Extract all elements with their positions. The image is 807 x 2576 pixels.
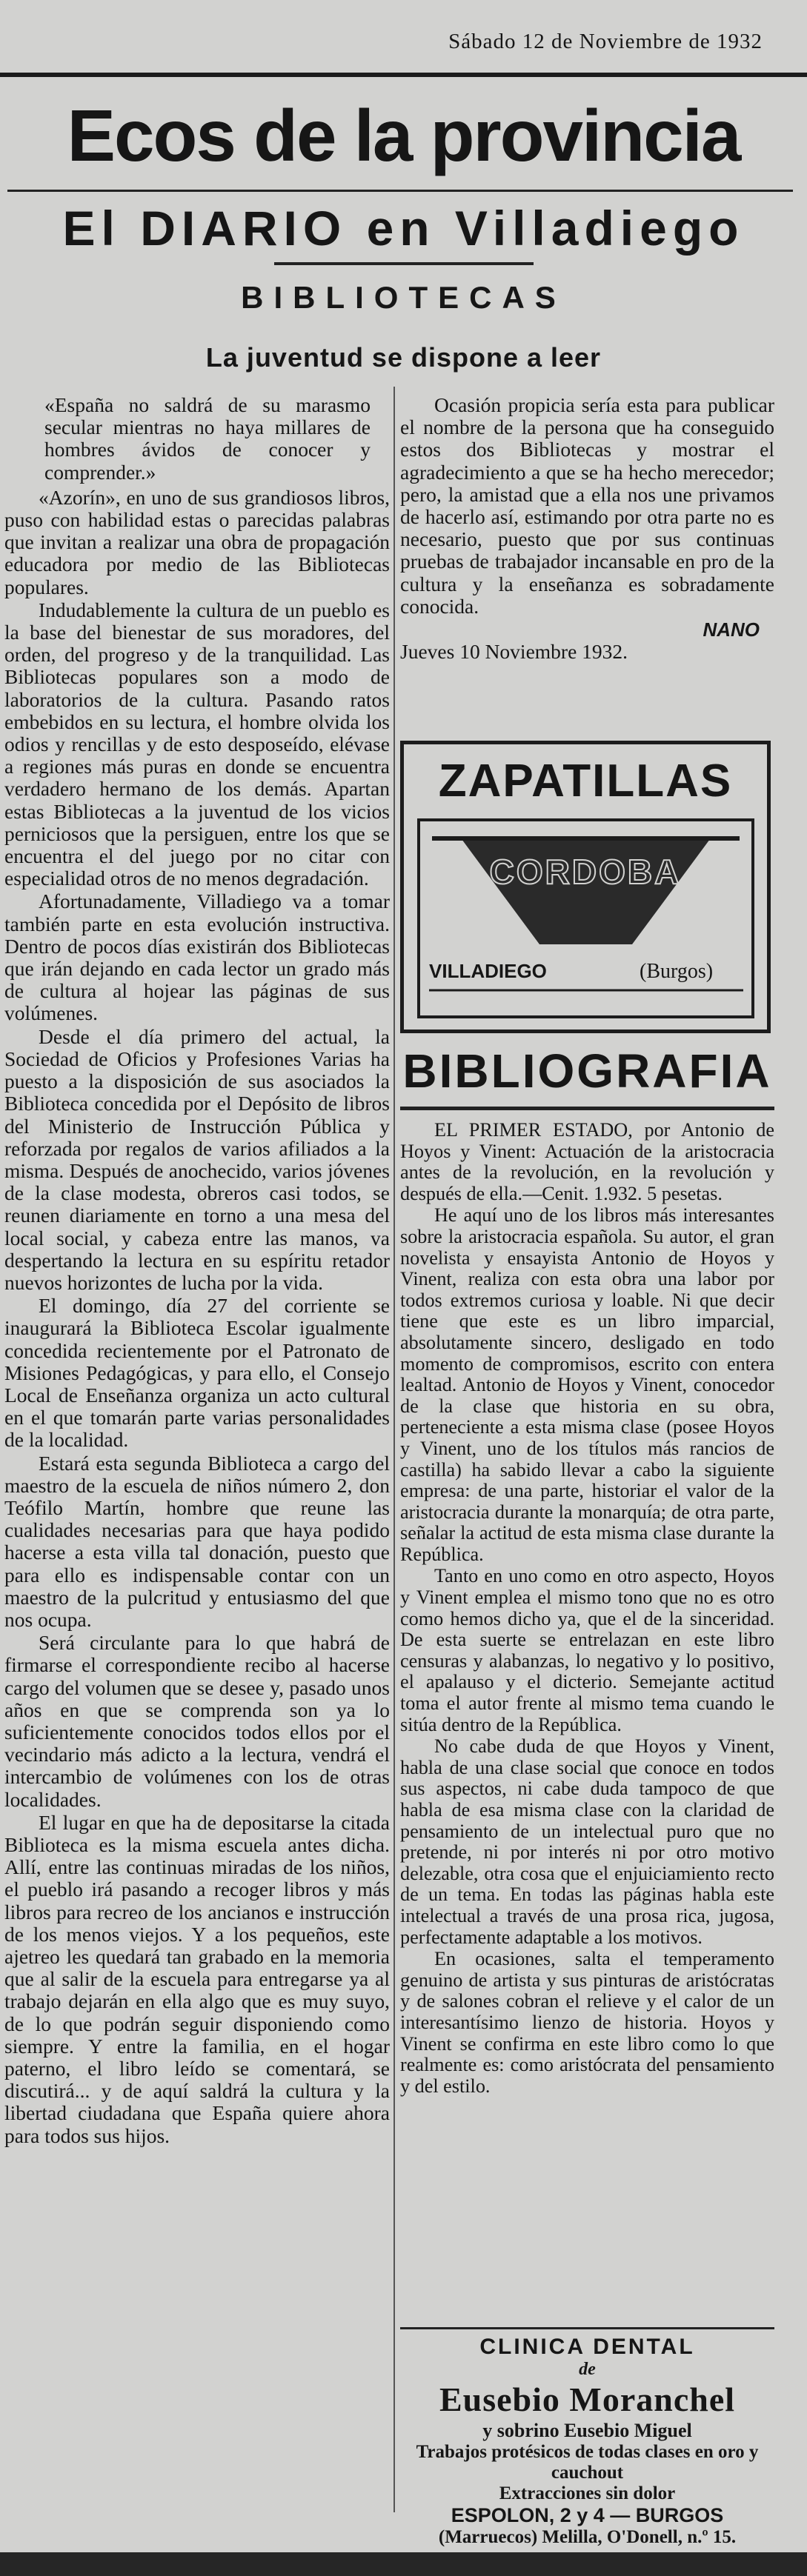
dental-ad-heading: CLINICA DENTAL (479, 2335, 695, 2359)
dental-ad-partner: y sobrino Eusebio Miguel (482, 2420, 692, 2441)
article-column-right (400, 394, 774, 664)
dental-advertisement (400, 2335, 774, 2548)
dental-ad-extractions: Extracciones sin dolor (499, 2483, 676, 2503)
author-signature: NANO (703, 618, 760, 641)
article-column-left (4, 394, 390, 2148)
review-paragraph: He aquí uno de los libros más interesantes sobre la aristocracia española. Su autor, el gran novelista y ensayista Antonio de Hoyos y Vinent, realiza con esta obra una labor por todos extremos curiosa y loable. Ni que decir tiene que este es un libro imparcial, absolutamente sincero, desligado en todo momento de compromisos, escrito con entera lealtad. Antonio de Hoyos y Vinent, conocedor de la clase que historia en su obra, perteneciente a esta misma clase (posee Hoyos y Vinent, uno de los títulos más rancios de castilla) ha sabido llevar a cabo la siguiente empresa: de una parte, historiar el valor de la aristocracia durante la monarquía; de otra parte, señalar la actitud de esta misma clase durante la República. (400, 1204, 774, 1565)
article-paragraph: Estará esta segunda Biblioteca a cargo del maestro de la escuela de niños número 2, don Teófilo Martín, hombre que reune las cualidades necesarias para que haya podido hacerse a esta villa tal donación, puesto que para ello es indispensable contar con un maestro de la pulcritud y entusiasmo del que nos ocupa. (4, 1451, 390, 1631)
epigraph: «España no saldrá de su marasmo secular mientras no haya millares de hombres ávidos de conocer y comprender.» (44, 393, 371, 484)
review-paragraph: No cabe duda de que Hoyos y Vinent, habla de una clase social que conoce en todos sus aspectos, ni cabe duda tampoco de que habla de esa misma clase con la claridad de pensamiento de un intelectual puro que no pretende, ni por interés ni por otro motivo delezable, otra cosa que el enjuiciamiento recto de un tema. En todas las páginas habla este intelectual a través de una prosa rica, jugosa, perfectamente adaptable a los motivos. (400, 1735, 774, 1948)
brand-name: CORDOBA (489, 852, 682, 891)
article-paragraph: El lugar en que ha de depositarse la citada Biblioteca es la misma escuela antes dicha. Allí, entre las continuas miradas de los niños, el pueblo irá pasando a recoger libros y más libros para recreo de los ancianos e instrucción de los menos viejos. Y a los pequeños, este ajetreo les quedará tan grabado en la memoria que al salir de la escuela para entregarse ya al trabajo dejarán en ella algo que es muy suyo, de lo que podrán seguir disponiendo como siempre. Y entre la familia, en el hogar paterno, el libro leído se comentará, se discutirá... y de aquí saldrá la cultura y la libertad ciudadana que España quiere ahora para todos sus hijos. (4, 1810, 390, 2147)
review-paragraph: Tanto en uno como en otro aspecto, Hoyos y Vinent emplea el mismo tono que no es otro como hemos dicho ya, que el de la sinceridad. De esta suerte se entrelazan en este libro censuras y alabanzas, lo negativo y lo positivo, el apalauso y el dicterio. Semejante actitud toma el autor frente al mismo tema cuando le sitúa dentro de la República. (400, 1565, 774, 1735)
article-paragraph: Desde el día primero del actual, la Sociedad de Oficios y Profesiones Varias ha puesto a la disposición de sus asociados la Biblioteca concedida por el Depósito de libros del Ministerio de Instrucción Pública y reforzada por regalos de varios afiliados a la misma. Después de anochecido, varios jóvenes de la clase modesta, obreros casi todos, se reunen diariamente en torno a una mesa del local social, y cabeza entre las manos, va despertando la lectura en su espíritu retador nuevos horizontes de lucha por la vida. (4, 1024, 390, 1294)
top-rule (0, 73, 807, 77)
article-paragraph: Será circulante para lo que habrá de firmarse el correspondiente recibo al hacerse cargo del volumen que se desee y, pasado unos años en que se comprenda son ya lo suficientemente conocidos todos ellos por el vecindario más adicto a la lectura, vendrá el intercambio de volúmenes con los de otras localidades. (4, 1631, 390, 1811)
review-paragraph: En ocasiones, salta el temperamento genuino de artista y sus pinturas de aristócratas y de salones cobran el relieve y el calor de un interesantísimo lienzo de historia. Hoyos y Vinent se confirma en este libro como lo que realmente es: como aristócrata del pensamiento y del estilo. (400, 1948, 774, 2097)
article-paragraph: Afortunadamente, Villadiego va a tomar también parte en esta evolución instructiva. Dentro de pocos días existirán dos Bibliotecas que irán dejando en cada lector un grado más de cultura al hojear las páginas de sus volúmenes. (4, 890, 390, 1025)
bibliografia-column (400, 1120, 774, 2098)
headline: La juventud se dispone a leer (205, 342, 602, 373)
review-paragraph: EL PRIMER ESTADO, por Antonio de Hoyos y Vinent: Actuación de la aristocracia antes de la revolución, en la revolución y después de ella.—Cenit. 1.932. 5 pesetas. (400, 1119, 774, 1204)
article-paragraph: Ocasión propicia sería esta para publicar el nombre de la persona que ha conseguido estos dos Bibliotecas y mostrar el agradecimiento a que se ha hecho merecedor; pero, la amistad que a ella nos une privamos de hacerlo así, estimando por otra parte no es necesario, puesto que por sus continuas pruebas de trabajador incansable en pro de la cultura y la enseñanza es sobradamente conocida. (400, 393, 774, 618)
dental-ad-branch: (Marruecos) Melilla, O'Donell, n.º 15. (438, 2527, 737, 2547)
bibliografia-title: BIBLIOGRAFIA (402, 1044, 772, 1098)
column-divider (393, 387, 395, 2512)
ad-province: (Burgos) (640, 960, 714, 983)
article-paragraph: El domingo, día 27 del corriente se inaugurará la Biblioteca Escolar igualmente concedida recientemente por el Patronato de Misiones Pedagógicas, y para ello, el Consejo Local de Enseñanza organiza un acto cultural en el que tomarán parte varias personalidades de la localidad. (4, 1294, 390, 1452)
shoes-advertisement (400, 741, 771, 1033)
subtitle: El DIARIO en Villadiego (62, 201, 745, 256)
article-paragraph: Indudablemente la cultura de un pueblo es la base del bienestar de sus moradores, del orden, del progreso y de la tranquilidad. Las Bibliotecas populares son a modo de laboratorios de la cultura. Pasando ratos embebidos en su lectura, el hombre olvida los odios y rencillas y de esto desposeído, elévase a regiones más puras en donde se encuentra verdadero hermano de los demás. Apartan estas Bibliotecas a la juventud de los vicios perniciosos que la persiguen, entre los que se encuentra el del juego por no citar con especialidad otros de no menos degradación. (4, 598, 390, 890)
article-date: Jueves 10 Noviembre 1932. (400, 640, 628, 664)
dental-ad-services: Trabajos protésicos de todas clases en oro y cauchout (416, 2442, 759, 2483)
dental-ad-name: Eusebio Moranchel (439, 2380, 736, 2418)
dental-ad-rule (400, 2327, 774, 2329)
cut-off-bottom-line (0, 2552, 807, 2576)
dental-ad-de: de (579, 2360, 596, 2379)
ad-town: VILLADIEGO (429, 960, 547, 982)
subtitle-rule (274, 262, 534, 265)
brand-logo (417, 818, 754, 1018)
article-paragraph: «Azorín», en uno de sus grandiosos libros, puso con habilidad estas o parecidas palabras que invitan a realizar una obra de propagación educadora por medio de las Bibliotecas populares. (4, 485, 390, 598)
dateline: Sábado 12 de Noviembre de 1932 (448, 30, 763, 53)
title-rule (7, 190, 793, 192)
bibliografia-rule (400, 1107, 774, 1110)
kicker: BIBLIOTECAS (241, 280, 566, 315)
ad-headline: ZAPATILLAS (438, 755, 733, 807)
dental-ad-address: ESPOLON, 2 y 4 — BURGOS (451, 2504, 724, 2526)
section-title: Ecos de la provincia (67, 95, 740, 176)
